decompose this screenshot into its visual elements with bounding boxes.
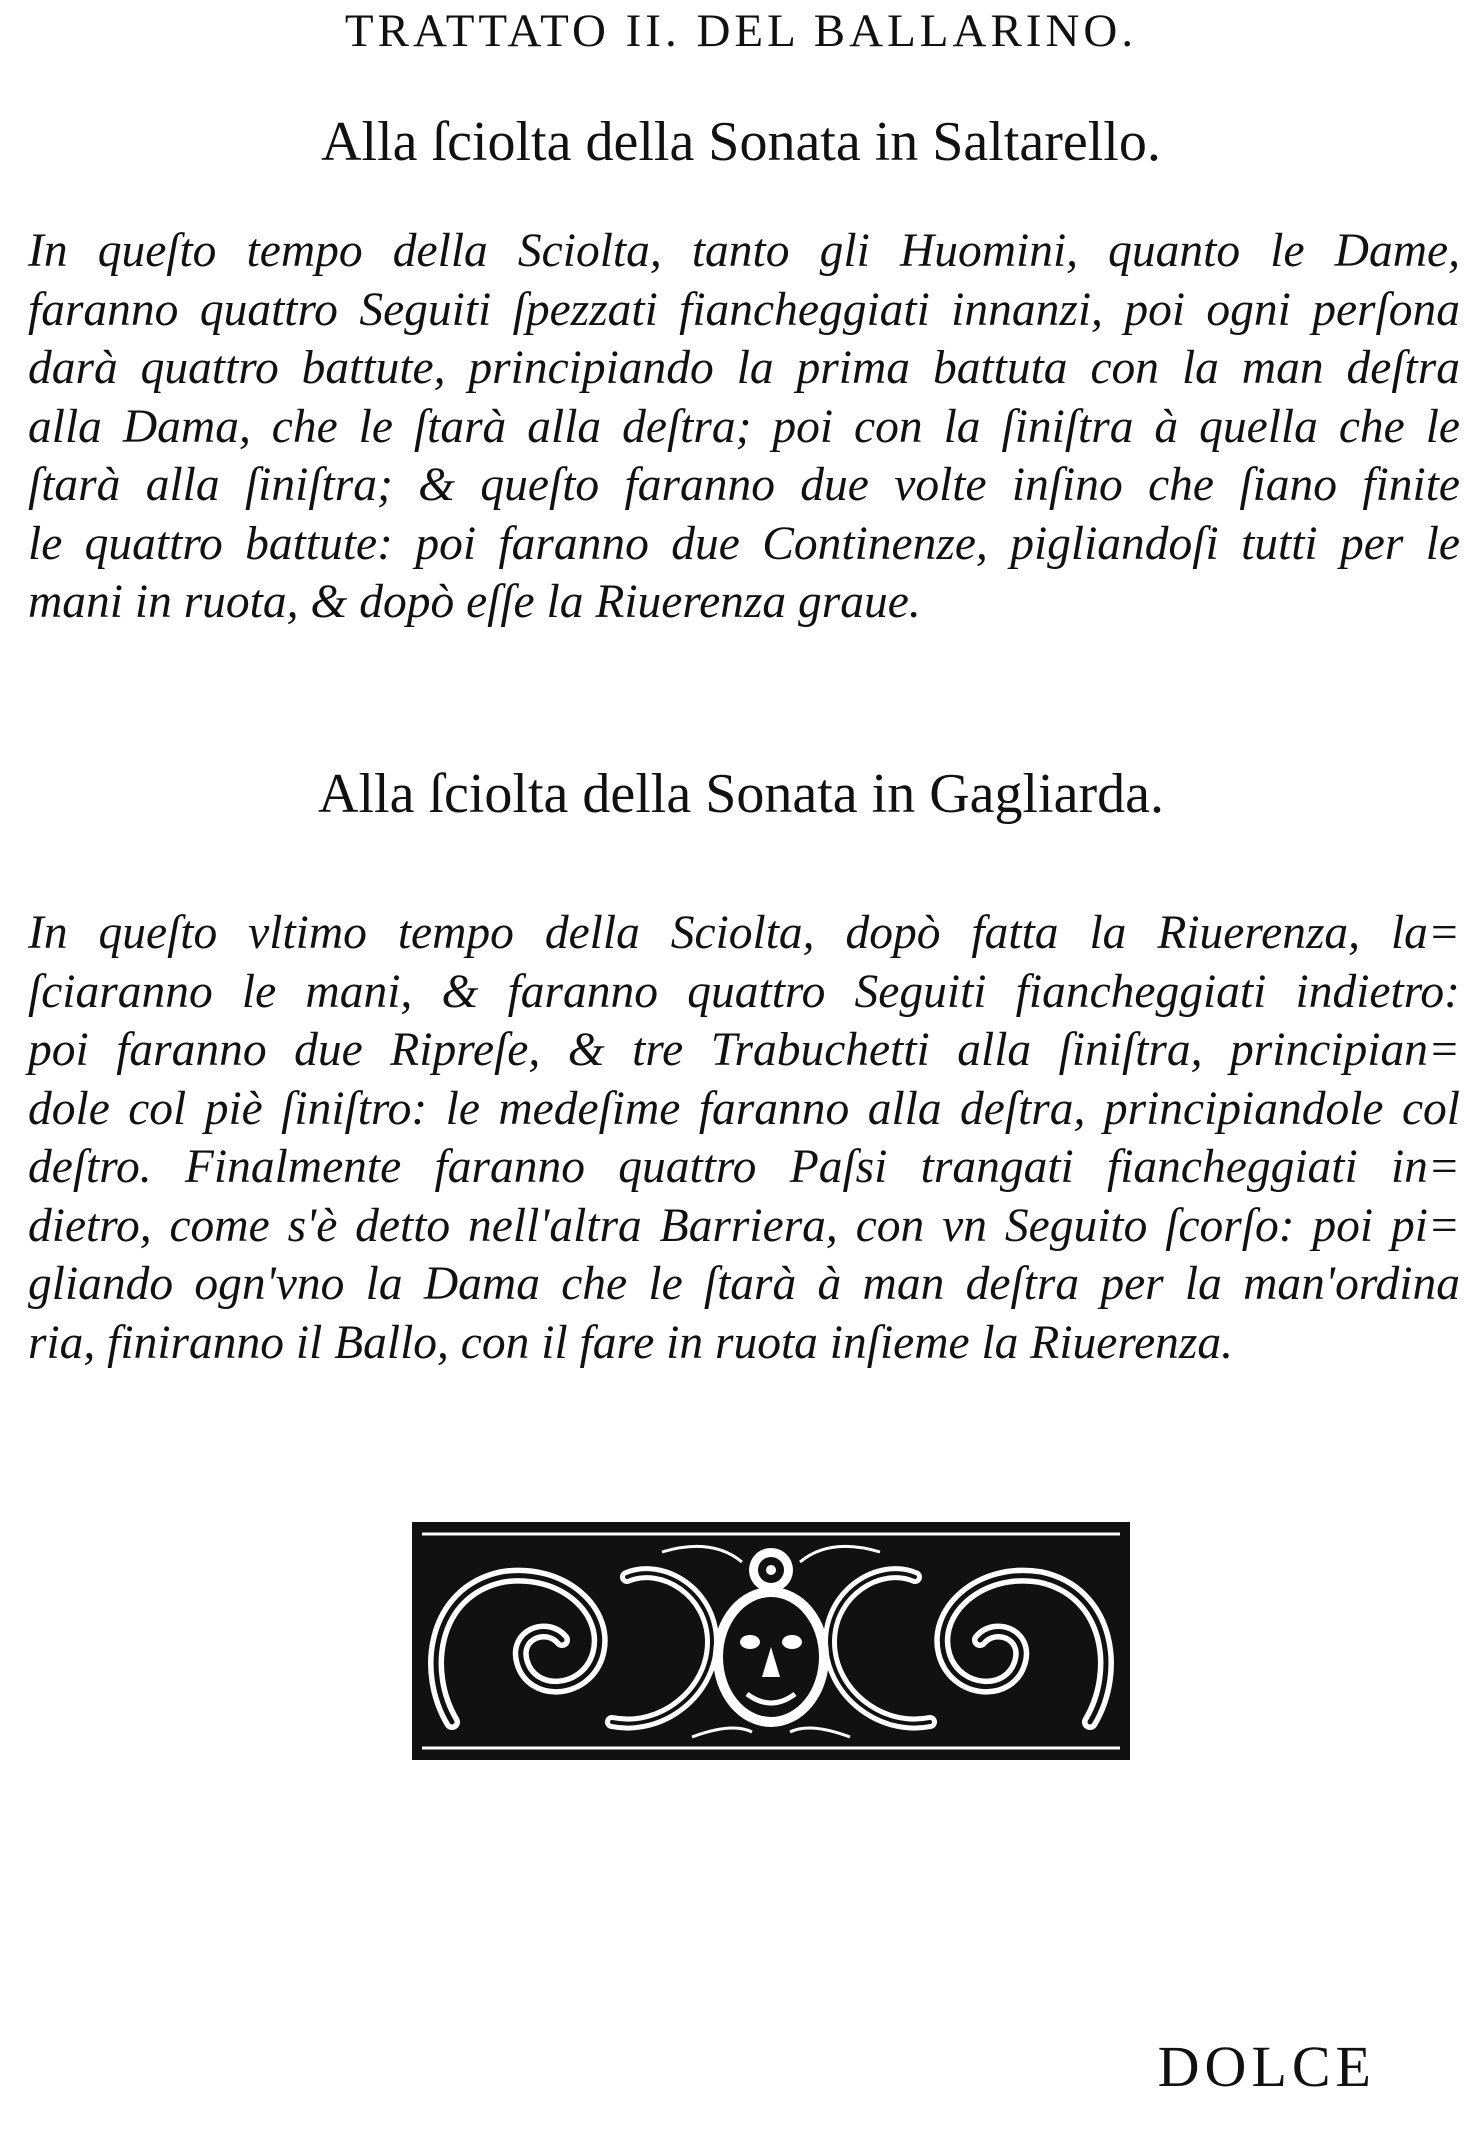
paragraph-gagliarda xyxy=(28,904,1460,1372)
woodcut-ornament-icon xyxy=(412,1522,1130,1760)
text-line: faranno quattro Seguiti ſpezzati fiancheggiati innanzi, poi ogni perſona xyxy=(28,283,1460,336)
running-head: TRATTATO II. DEL BALLARINO. xyxy=(344,5,1138,57)
text-line: In queſto vltimo tempo della Sciolta, dopò fatta la Riuerenza, la= xyxy=(28,907,1460,959)
text-line: ſciaranno le mani, & faranno quattro Seguiti fiancheggiati indietro: xyxy=(28,965,1460,1018)
section-title-saltarello: Alla ſciolta della Sonata in Saltarello. xyxy=(321,111,1161,173)
text-line: darà quattro battute, principiando la prima battuta con la man deſtra xyxy=(28,342,1460,394)
section-title-gagliarda: Alla ſciolta della Sonata in Gagliarda. xyxy=(318,763,1164,825)
paragraph-saltarello xyxy=(28,222,1460,632)
text-line: ria, finiranno il Ballo, con il fare in ruota inſieme la Riuerenza. xyxy=(28,1316,1234,1369)
catchword: DOLCE xyxy=(1157,2034,1376,2099)
text-line: In queſto tempo della Sciolta, tanto gli Huomini, quanto le Dame, xyxy=(28,225,1460,277)
text-line: dietro, come s'è detto nell'altra Barriera, con vn Seguito ſcorſo: poi pi= xyxy=(28,1199,1460,1252)
text-line: poi faranno due Ripreſe, & tre Trabuchetti alla ſiniſtra, principian= xyxy=(28,1024,1460,1076)
text-line: ſtarà alla ſiniſtra; & queſto faranno due volte inſino che ſiano finite xyxy=(28,459,1460,511)
text-line: alla Dama, che le ſtarà alla deſtra; poi con la ſiniſtra à quella che le xyxy=(28,400,1460,453)
text-line: mani in ruota, & dopò eſſe la Riuerenza graue. xyxy=(28,576,921,628)
text-line: dole col piè ſiniſtro: le medeſime faranno alla deſtra, principiandole col xyxy=(28,1082,1460,1135)
text-line: le quattro battute: poi faranno due Continenze, pigliandoſi tutti per le xyxy=(28,517,1460,570)
text-line: gliando ogn'vno la Dama che le ſtarà à man deſtra per la man'ordina xyxy=(28,1258,1460,1310)
text-line: deſtro. Finalmente faranno quattro Paſsi trangati fiancheggiati in= xyxy=(28,1141,1460,1193)
